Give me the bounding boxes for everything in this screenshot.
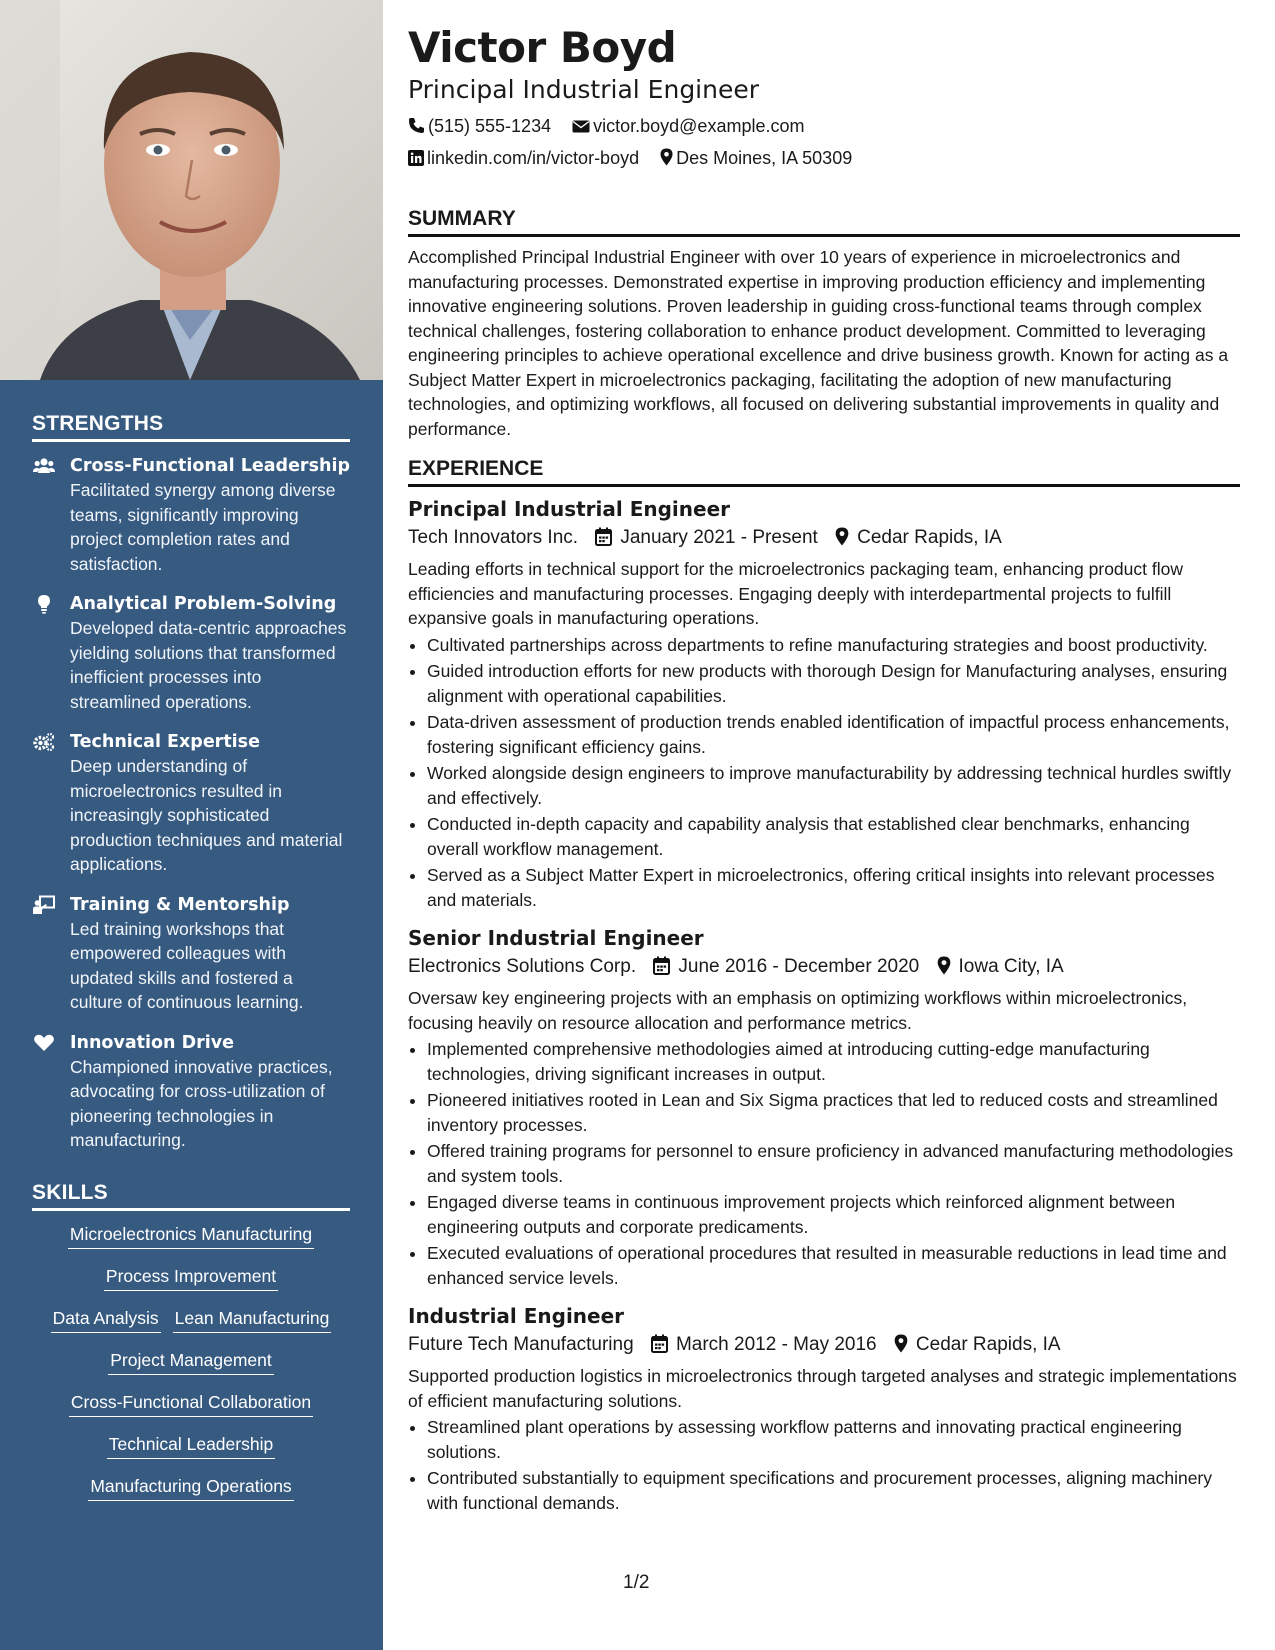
job-meta xyxy=(408,523,1240,553)
job-dates: June 2016 - December 2020 xyxy=(678,956,920,977)
job-dates: March 2012 - May 2016 xyxy=(675,1334,877,1355)
strength-description: Led training workshops that empowered colleagues with updated skills and fostered a culture of continuous learning. xyxy=(70,918,304,1012)
job-meta xyxy=(408,952,1240,982)
skill-tag: Lean Manufacturing xyxy=(173,1307,332,1333)
main-content xyxy=(408,22,1240,1527)
strength-description: Facilitated synergy among diverse teams, significantly improving project completion rates and satisfaction. xyxy=(70,480,336,574)
map-marker-icon xyxy=(660,148,673,166)
job-description: Supported production logistics in microelectronics through targeted analyses and strategic implementations of efficient manufacturing solutions. xyxy=(408,1366,1237,1411)
map-marker-icon xyxy=(894,1334,908,1353)
job-dates: January 2021 - Present xyxy=(620,527,818,548)
strength-item xyxy=(32,592,350,714)
job-bullet: • Streamlined plant operations by assessing workflow patterns and innovating practical engineering solutions. xyxy=(427,1415,1240,1464)
job-bullet: • Worked alongside design engineers to improve manufacturability by addressing technical hurdles swiftly and effectively. xyxy=(427,761,1240,810)
job-company: Future Tech Manufacturing xyxy=(408,1334,634,1355)
experience-heading: EXPERIENCE xyxy=(408,457,1240,487)
contact-email[interactable] xyxy=(572,110,804,142)
strength-description: Deep understanding of microelectronics resulted in increasingly sophisticated production techniques and material applications. xyxy=(70,756,343,874)
profile-photo xyxy=(0,0,383,380)
skill-tag: Technical Leadership xyxy=(107,1433,275,1459)
email-link[interactable]: victor.boyd@example.com xyxy=(593,116,805,136)
gears-icon xyxy=(33,732,55,752)
strength-item xyxy=(32,1031,350,1153)
linkedin-icon xyxy=(408,150,424,166)
job-bullet: • Engaged diverse teams in continuous improvement projects which reinforced alignment between engineering outputs and corporate predicaments. xyxy=(427,1190,1240,1239)
strength-title: Innovation Drive xyxy=(70,1032,235,1053)
skill-tag: Data Analysis xyxy=(51,1307,161,1333)
calendar-icon xyxy=(653,956,670,975)
strength-item xyxy=(32,454,350,576)
lightbulb-icon xyxy=(33,594,55,614)
strength-title: Technical Expertise xyxy=(70,732,260,752)
job-description: Leading efforts in technical support for the microelectronics packaging team, enhancing product flow efficiencies and manufacturing processes. Engaging deeply with interdepartmental projects to fulfill expansive goals in manufacturing operations. xyxy=(408,559,1183,628)
skill-tag: Process Improvement xyxy=(104,1265,278,1291)
job-title: Principal Industrial Engineer xyxy=(408,497,730,521)
job-bullet: • Contributed substantially to equipment specifications and procurement processes, aligning machinery with functional demands. xyxy=(427,1466,1240,1515)
contact-linkedin[interactable] xyxy=(408,142,639,174)
summary-text: Accomplished Principal Industrial Engineer with over 10 years of experience in microelectronics and manufacturing processes. Demonstrated expertise in improving production efficiency and implementing innovative engineering solutions. Proven leadership in guiding cross-functional teams through complex technical challenges, fostering collaboration to enhance product development. Committed to leveraging engineering principles to achieve operational excellence and drive business growth. Known for acting as a Subject Matter Expert in microelectronics packaging, facilitating the adoption of new manufacturing technologies, and optimizing workflows, all focused on delivering substantial improvements in quality and performance. xyxy=(408,247,1229,439)
candidate-title: Principal Industrial Engineer xyxy=(408,75,760,104)
strength-title: Cross-Functional Leadership xyxy=(70,456,350,476)
job-entry xyxy=(408,924,1240,1290)
calendar-icon xyxy=(595,527,612,546)
phone-text: (515) 555-1234 xyxy=(428,116,552,136)
job-bullet: • Guided introduction efforts for new products with thorough Design for Manufacturing analyses, ensuring alignment with operational capabilities. xyxy=(427,659,1240,708)
job-bullet: • Data-driven assessment of production trends enabled identification of impactful process enhancements, fostering significant efficiency gains. xyxy=(427,710,1240,759)
heart-icon xyxy=(33,1033,55,1053)
job-company: Tech Innovators Inc. xyxy=(408,527,579,548)
job-bullets xyxy=(408,1037,1240,1290)
strength-title: Analytical Problem-Solving xyxy=(70,594,337,614)
skills-list xyxy=(32,1223,350,1501)
chalkboard-teacher-icon xyxy=(33,895,55,915)
job-bullet: • Offered training programs for personnel to ensure proficiency in advanced manufacturing methodologies and system tools. xyxy=(427,1139,1240,1188)
job-title: Senior Industrial Engineer xyxy=(408,926,704,950)
envelope-icon xyxy=(572,119,590,134)
job-bullets xyxy=(408,1415,1240,1515)
skill-tag: Cross-Functional Collaboration xyxy=(69,1391,313,1417)
job-bullet: • Served as a Subject Matter Expert in microelectronics, offering critical insights into relevant processes and materials. xyxy=(427,863,1240,912)
contact-row xyxy=(408,110,1240,142)
strength-description: Championed innovative practices, advocating for cross-utilization of pioneering technologies in manufacturing. xyxy=(70,1056,333,1150)
job-entry xyxy=(408,1302,1240,1515)
phone-icon xyxy=(408,117,425,134)
strength-title: Training & Mentorship xyxy=(70,894,290,915)
strength-description: Developed data-centric approaches yielding solutions that transformed inefficient processes into streamlined operations. xyxy=(70,618,347,712)
skill-tag: Microelectronics Manufacturing xyxy=(68,1223,314,1249)
skill-tag: Manufacturing Operations xyxy=(88,1475,293,1501)
job-bullets xyxy=(408,633,1240,913)
skill-tag: Project Management xyxy=(108,1349,273,1375)
strength-item xyxy=(32,893,350,1015)
page-number: 1/2 xyxy=(623,1572,650,1593)
location-text: Des Moines, IA 50309 xyxy=(676,148,853,168)
job-bullet: • Executed evaluations of operational procedures that resulted in measurable reductions in lead time and enhanced service levels. xyxy=(427,1241,1240,1290)
users-icon xyxy=(33,456,55,476)
linkedin-link[interactable]: linkedin.com/in/victor-boyd xyxy=(427,148,640,168)
job-meta xyxy=(408,1330,1240,1360)
map-marker-icon xyxy=(835,527,849,546)
job-bullet: • Implemented comprehensive methodologies aimed at introducing cutting-edge manufacturing technologies, driving significant increases in output. xyxy=(427,1037,1240,1086)
strength-item xyxy=(32,730,350,877)
job-description: Oversaw key engineering projects with an emphasis on optimizing workflows within microelectronics, focusing heavily on resource allocation and performance metrics. xyxy=(408,988,1188,1033)
job-location: Iowa City, IA xyxy=(958,956,1064,977)
job-company: Electronics Solutions Corp. xyxy=(408,956,637,977)
job-title: Industrial Engineer xyxy=(408,1304,625,1328)
job-location: Cedar Rapids, IA xyxy=(857,527,1002,548)
contact-location xyxy=(660,142,852,174)
job-bullet: • Conducted in-depth capacity and capability analysis that established clear benchmarks, enhancing overall workflow management. xyxy=(427,812,1240,861)
contact-row xyxy=(408,142,1240,174)
sidebar xyxy=(0,0,383,1650)
skills-heading: SKILLS xyxy=(32,1181,350,1211)
job-bullet: • Pioneered initiatives rooted in Lean and Six Sigma practices that led to reduced costs and streamlined inventory processes. xyxy=(427,1088,1240,1137)
candidate-name: Victor Boyd xyxy=(408,23,677,72)
contact-phone xyxy=(408,110,551,142)
job-location: Cedar Rapids, IA xyxy=(915,1334,1061,1355)
job-bullet: • Cultivated partnerships across departments to refine manufacturing strategies and boost productivity. xyxy=(427,633,1240,658)
strengths-heading: STRENGTHS xyxy=(32,412,350,442)
calendar-icon xyxy=(651,1334,668,1353)
map-marker-icon xyxy=(937,956,951,975)
summary-heading: SUMMARY xyxy=(408,207,1240,237)
job-entry xyxy=(408,495,1240,912)
